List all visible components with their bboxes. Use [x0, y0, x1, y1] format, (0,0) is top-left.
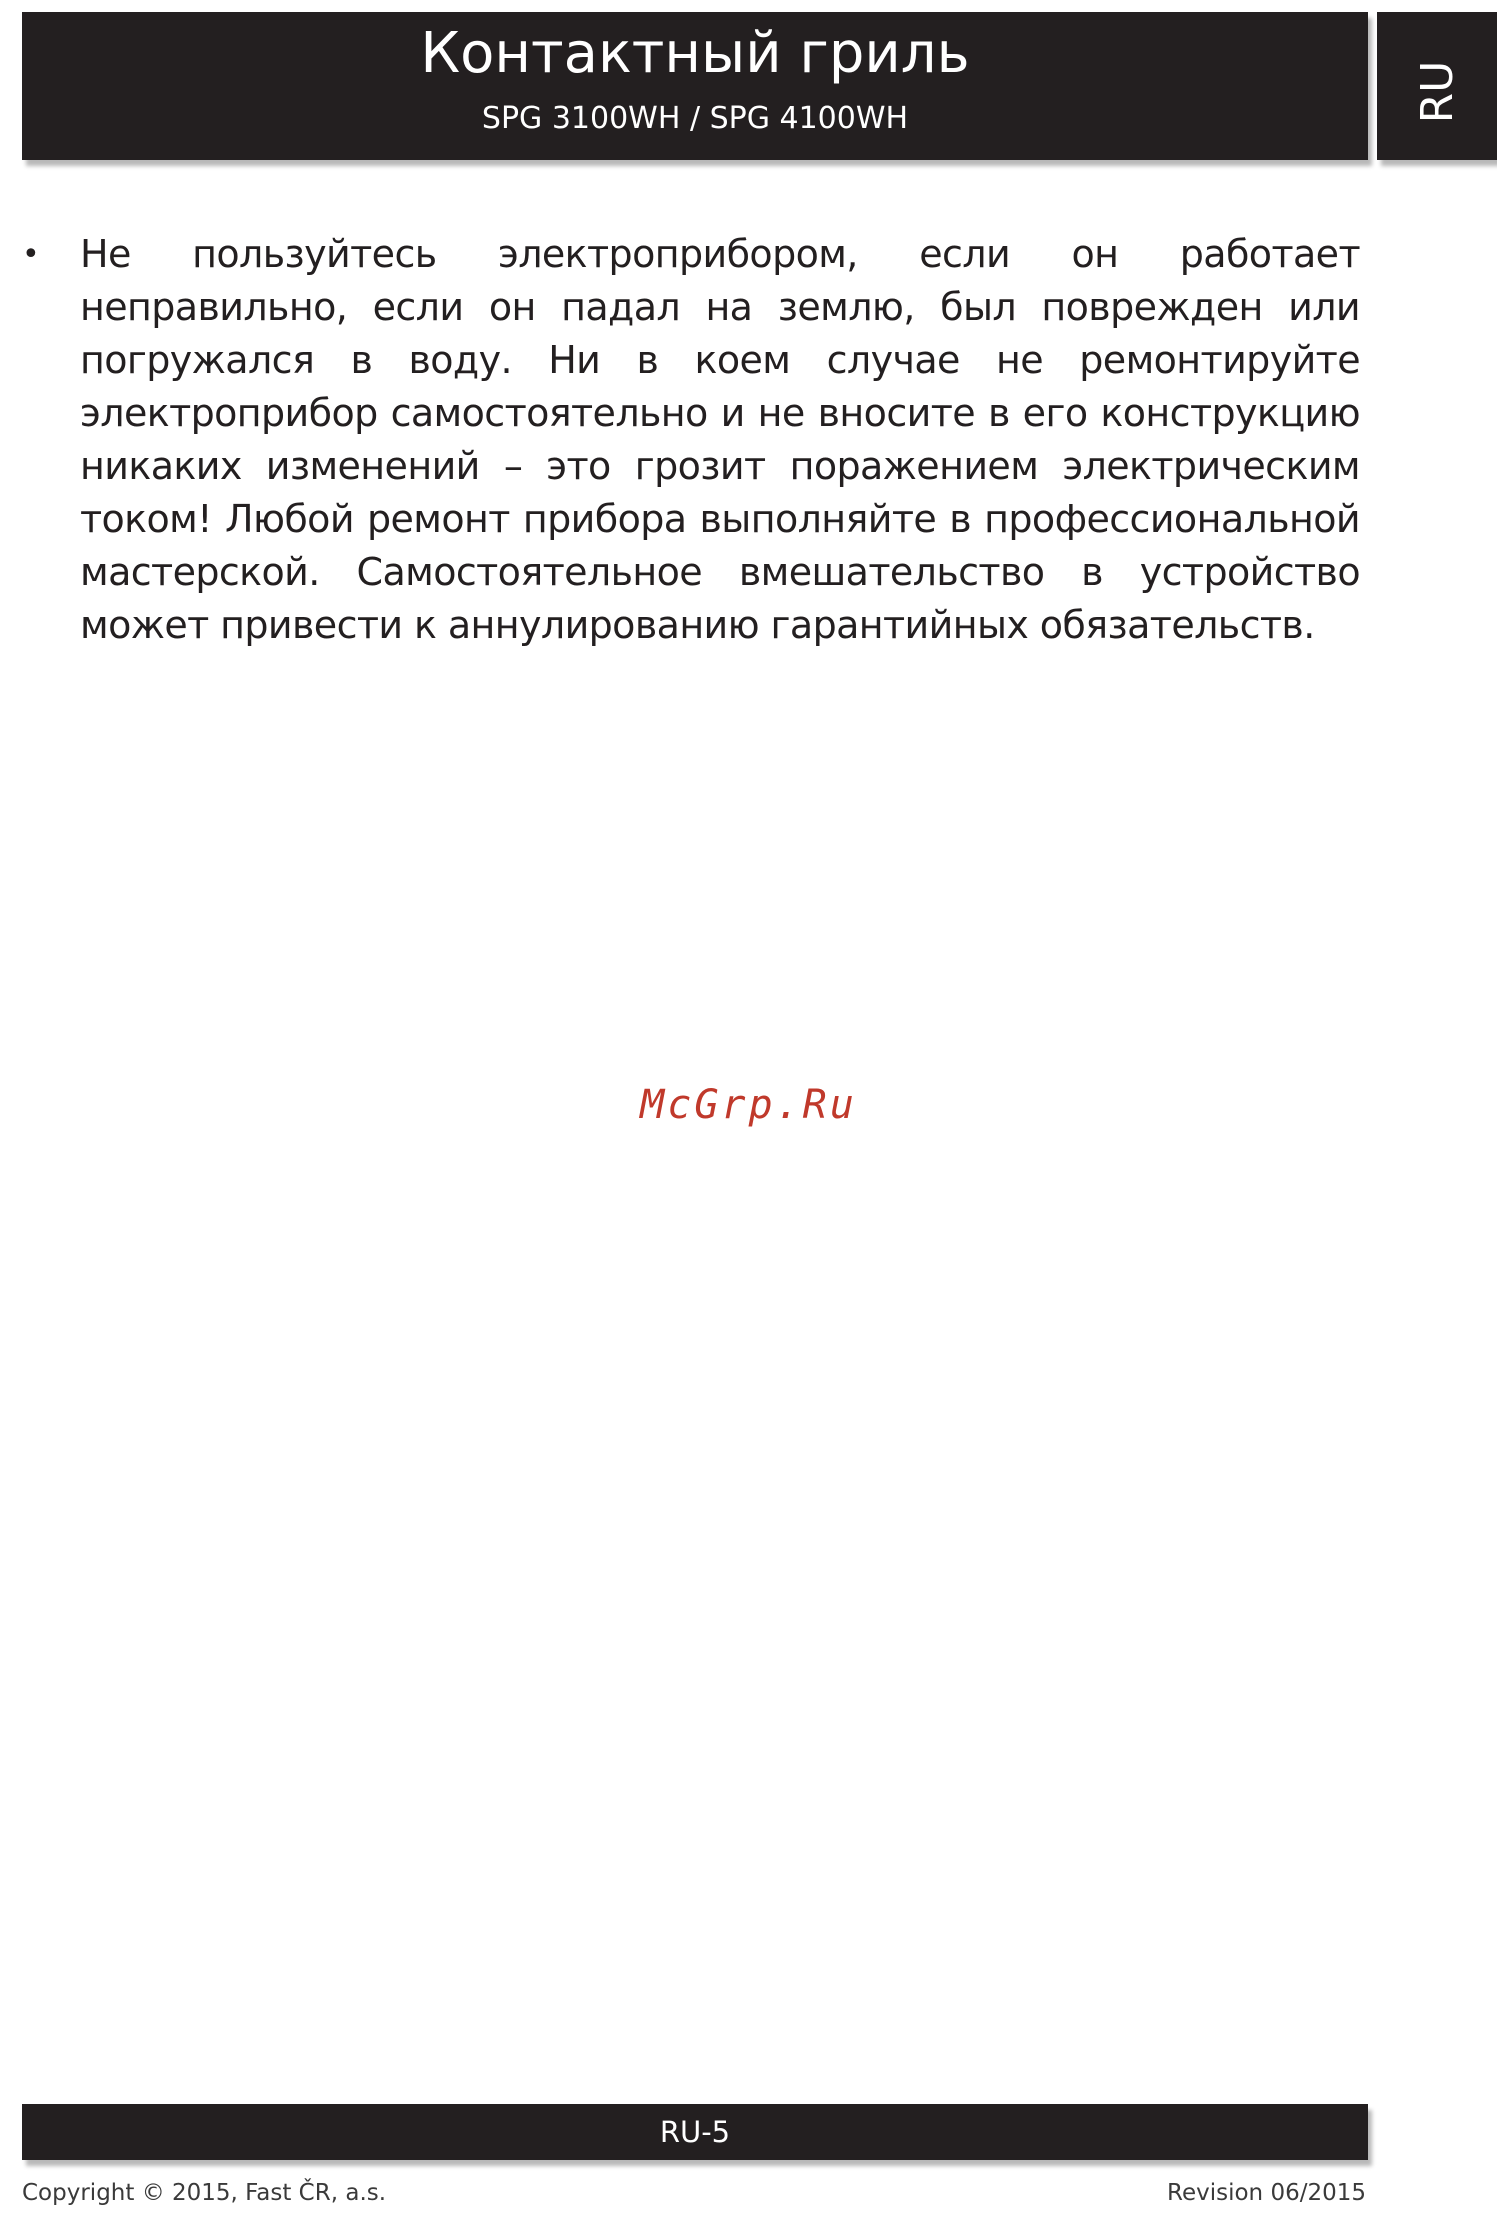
revision-text: Revision 06/2015	[1167, 2180, 1366, 2206]
page-number: RU-5	[659, 2115, 731, 2149]
footer-bar	[22, 2104, 1368, 2160]
watermark: McGrp.Ru	[640, 1082, 857, 1128]
bullet-icon: •	[22, 237, 40, 272]
list-item	[22, 228, 1362, 652]
safety-warning-text: Не пользуйтесь электроприбором, если он работает неправильно, если он падал на землю, был поврежден или погружался в воду. Ни в коем случае не ремонтируйте электроприбор самостоятельно и не вносите в его конструкцию никаких изменений – это грозит поражением электрическим током! Любой ремонт прибора выполняйте в профессиональной мастерской. Самостоятельное вмешательство в устройство может привести к аннулированию гарантийных обязательств.	[80, 232, 1360, 647]
language-tab	[1377, 12, 1497, 160]
copyright-text: Copyright © 2015, Fast ČR, a.s.	[22, 2180, 387, 2206]
header-bar	[22, 12, 1368, 160]
manual-content	[22, 228, 1362, 652]
language-tab-label: RU	[1412, 60, 1463, 124]
page-title: Контактный гриль	[420, 21, 970, 86]
model-subtitle: SPG 3100WH / SPG 4100WH	[481, 101, 909, 136]
